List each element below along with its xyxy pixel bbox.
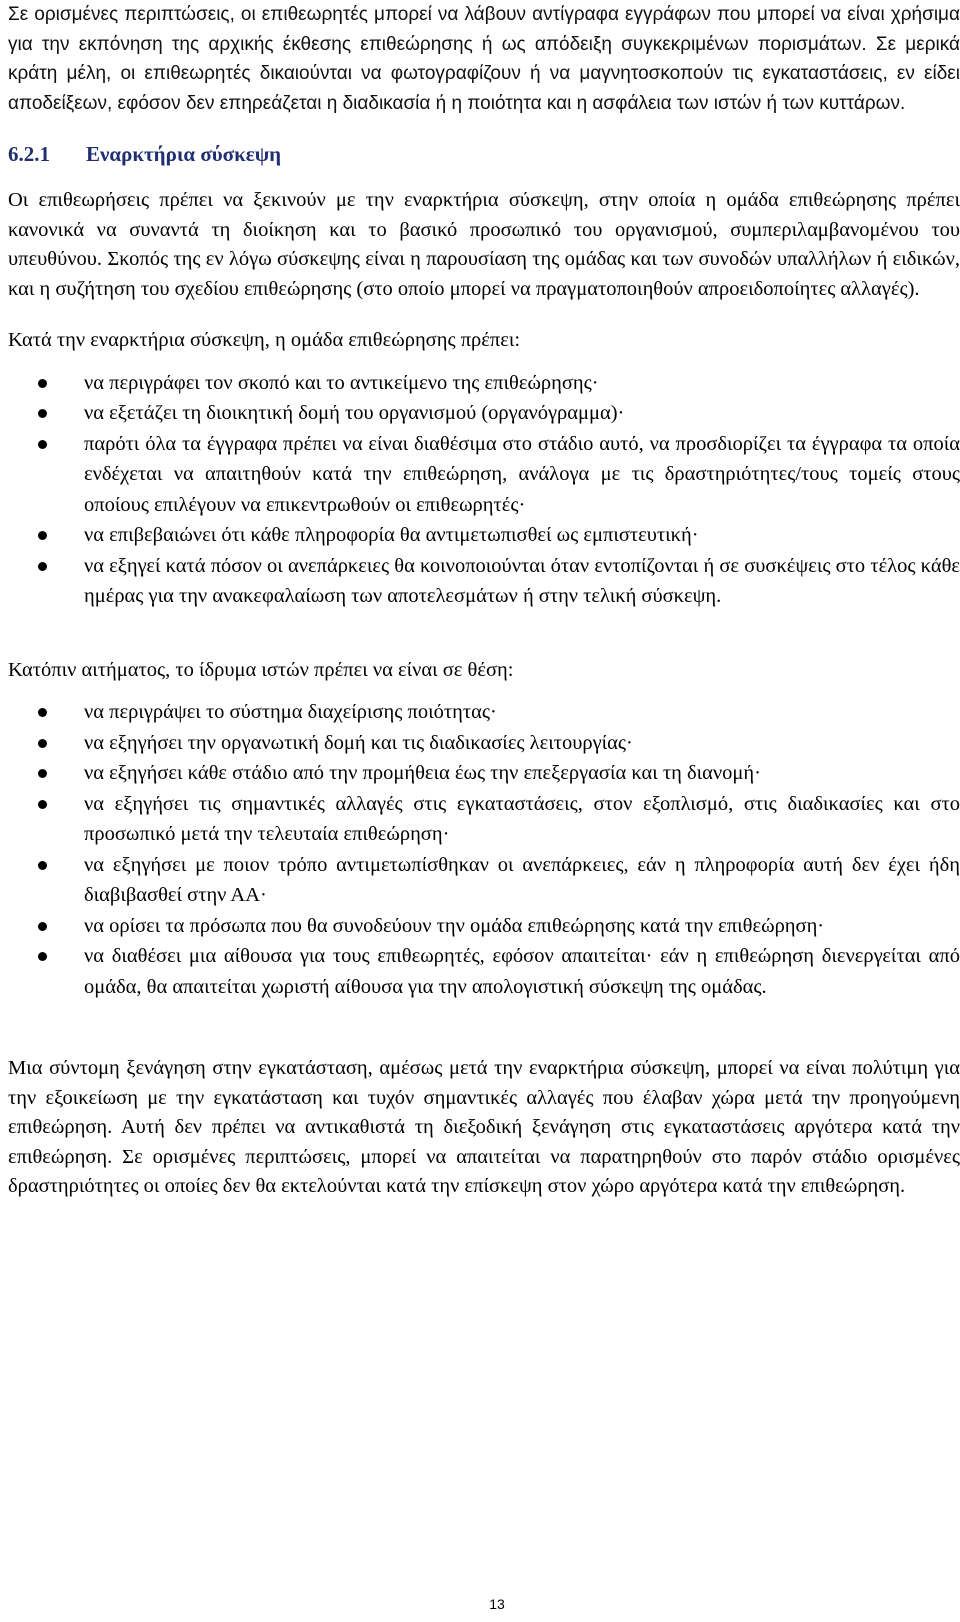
- establishment-bullet-list: [8, 697, 960, 1002]
- list-item-text: να εξηγεί κατά πόσον οι ανεπάρκειες θα κοινοποιούνται όταν εντοπίζονται ή σε συσκέψεις στο τέλος κάθε ημέρας για την ανακεφαλαίωση των αποτελεσμάτων ή στην τελική σύσκεψη.: [84, 554, 960, 607]
- bullet-icon: [38, 409, 47, 418]
- list-item-text: να εξηγήσει την οργανωτική δομή και τις διαδικασίες λειτουργίας·: [84, 731, 633, 754]
- list-item-text: να διαθέσει μια αίθουσα για τους επιθεωρητές, εφόσον απαιτείται· εάν η επιθεώρηση διενεργείται από ομάδα, θα απαιτείται χωριστή αίθουσα για την απολογιστική σύσκεψη της ομάδας.: [84, 945, 960, 998]
- bullet-icon: [38, 739, 47, 748]
- list-item-text: να περιγράψει το σύστημα διαχείρισης ποιότητας·: [84, 701, 497, 723]
- list-item: [8, 911, 960, 942]
- intro-paragraph: Σε ορισμένες περιπτώσεις, οι επιθεωρητές μπορεί να λάβουν αντίγραφα εγγράφων που μπορεί να είναι χρήσιμα για την εκπόνηση της αρχικής έκθεσης επιθεώρησης ή ως απόδειξη συγκεκριμένων πορισμάτων. Σε μερικά κράτη μέλη, οι επιθεωρητές δικαιούνται να φωτογραφίζουν ή να μαγνητοσκοπούν τις εγκαταστάσεις, εν είδει αποδείξεων, εφόσον δεν επηρεάζεται η διαδικασία ή η ποιότητα και η ασφάλεια των ιστών ή των κυττάρων.: [8, 4, 960, 114]
- document-page: [8, 0, 960, 1202]
- bullet-icon: [38, 531, 47, 540]
- closing-paragraph: Μια σύντομη ξενάγηση στην εγκατάσταση, αμέσως μετά την εναρκτήρια σύσκεψη, μπορεί να είναι πολύτιμη για την εξοικείωση με την εγκατάσταση και τυχόν σημαντικές αλλαγές που έλαβαν χώρα μετά την προηγούμενη επιθεώρηση. Αυτή δεν πρέπει να αντικαθιστά τη διεξοδική ξενάγηση στις εγκαταστάσεις αργότερα κατά την επιθεώρηση. Σε ορισμένες περιπτώσεις, μπορεί να απαιτείται να παρατηρηθούν στο παρόν στάδιο ορισμένες δραστηριότητες οι οποίες δεν θα εκτελούνται κατά την επίσκεψη στον χώρο αργότερα κατά την επιθεώρηση.: [8, 1057, 960, 1197]
- bullet-icon: [38, 440, 47, 449]
- list-item: [8, 368, 960, 399]
- list-item: [8, 520, 960, 551]
- list-item-text: να επιβεβαιώνει ότι κάθε πληροφορία θα αντιμετωπισθεί ως εμπιστευτική·: [84, 524, 699, 546]
- bullet-icon: [38, 922, 47, 931]
- section-heading: [8, 139, 960, 169]
- list-item: [8, 728, 960, 759]
- bullet-icon: [38, 379, 47, 388]
- list-item-text: να ορίσει τα πρόσωπα που θα συνοδεύουν την ομάδα επιθεώρησης κατά την επιθεώρηση·: [84, 914, 825, 937]
- list-item: [8, 551, 960, 612]
- list-item: [8, 697, 960, 728]
- list-item: [8, 850, 960, 911]
- list-item: [8, 398, 960, 429]
- list-item: [8, 789, 960, 850]
- bullet-icon: [38, 861, 47, 870]
- bullet-icon: [38, 562, 47, 571]
- bullet-icon: [38, 952, 47, 961]
- list-item-text: να εξετάζει τη διοικητική δομή του οργανισμού (οργανόγραμμα)·: [84, 402, 625, 424]
- list-item: [8, 758, 960, 789]
- bullet-icon: [38, 708, 47, 717]
- list-item-text: να περιγράφει τον σκοπό και το αντικείμενο της επιθεώρησης·: [84, 371, 599, 394]
- list-item-text: να εξηγήσει κάθε στάδιο από την προμήθεια έως την επεξεργασία και τη διανομή·: [84, 762, 761, 784]
- bullet-icon: [38, 769, 47, 778]
- section-number: 6.2.1: [8, 142, 50, 166]
- list-item: [8, 429, 960, 521]
- team-list-lead: Κατά την εναρκτήρια σύσκεψη, η ομάδα επιθεώρησης πρέπει:: [8, 329, 521, 351]
- page-number: 13: [489, 1596, 505, 1612]
- section-paragraph: Οι επιθεωρήσεις πρέπει να ξεκινούν με την εναρκτήρια σύσκεψη, στην οποία η ομάδα επιθεώρησης πρέπει κανονικά να συναντά τη διοίκηση και το βασικό προσωπικό του οργανισμού, συμπεριλαμβανομένου του υπευθύνου. Σκοπός της εν λόγω σύσκεψης είναι η παρουσίαση της ομάδας και των συνοδών υπαλλήλων ή ειδικών, και η συζήτηση του σχεδίου επιθεώρησης (στο οποίο μπορεί να πραγματοποιηθούν απροειδοποίητες αλλαγές).: [8, 189, 960, 300]
- establishment-list-lead: Κατόπιν αιτήματος, το ίδρυμα ιστών πρέπει να είναι σε θέση:: [8, 658, 514, 681]
- section-title: Εναρκτήρια σύσκεψη: [86, 142, 282, 166]
- list-item: [8, 941, 960, 1002]
- list-item-text: να εξηγήσει τις σημαντικές αλλαγές στις εγκαταστάσεις, στον εξοπλισμό, στις διαδικασίες και στο προσωπικό μετά την τελευταία επιθεώρηση·: [84, 792, 960, 845]
- list-item-text: παρότι όλα τα έγγραφα πρέπει να είναι διαθέσιμα στο στάδιο αυτό, να προσδιορίζει τα έγγραφα τα οποία ενδέχεται να απαιτηθούν κατά την επιθεώρηση, ανάλογα με τις δραστηριότητες/τους τομείς στους οποίους επιλέγουν να επικεντρωθούν οι επιθεωρητές·: [84, 432, 960, 516]
- team-bullet-list: [8, 368, 960, 612]
- list-item-text: να εξηγήσει με ποιον τρόπο αντιμετωπίσθηκαν οι ανεπάρκειες, εάν η πληροφορία αυτή δεν έχει ήδη διαβιβασθεί στην ΑΑ·: [84, 853, 960, 906]
- bullet-icon: [38, 800, 47, 809]
